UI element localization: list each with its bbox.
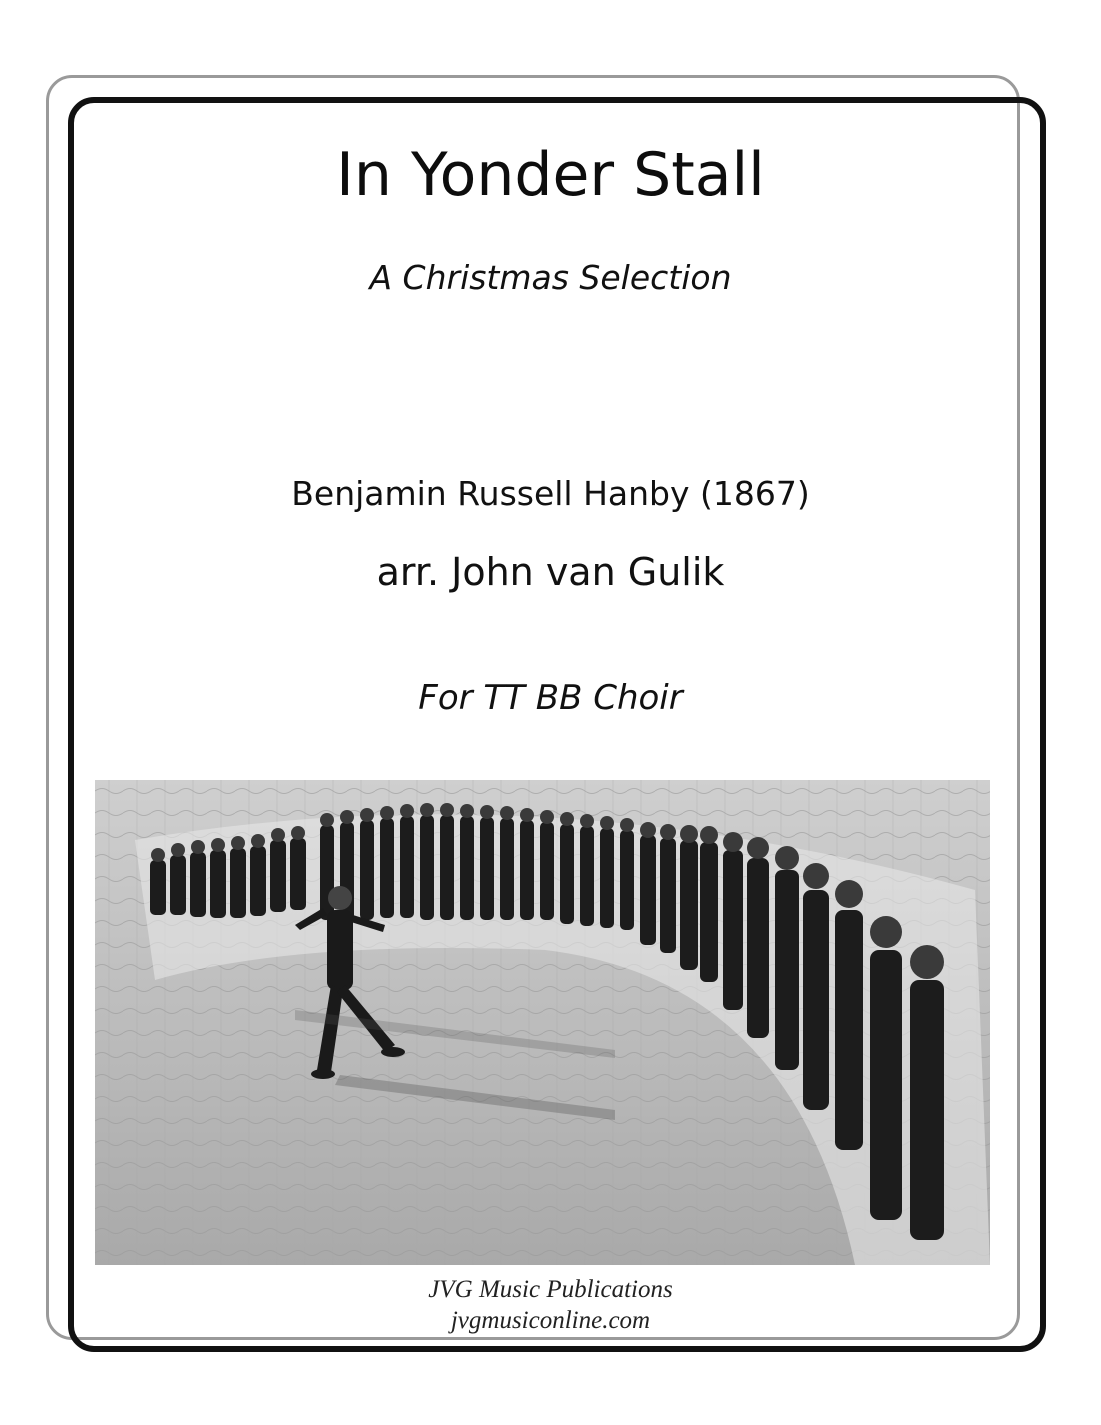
voicing-label: For TT BB Choir [418,678,683,718]
publisher-block [0,1274,1101,1336]
choir-illustration-graphic [95,780,990,1265]
publisher-name: JVG Music Publications [428,1276,673,1303]
composer-credit: Benjamin Russell Hanby (1867) [291,474,810,513]
subtitle: A Christmas Selection [369,258,732,297]
arranger-credit: arr. John van Gulik [376,550,725,594]
choir-illustration [95,780,990,1265]
page-title: In Yonder Stall [336,140,765,210]
publisher-website: jvgmusiconline.com [450,1307,651,1334]
